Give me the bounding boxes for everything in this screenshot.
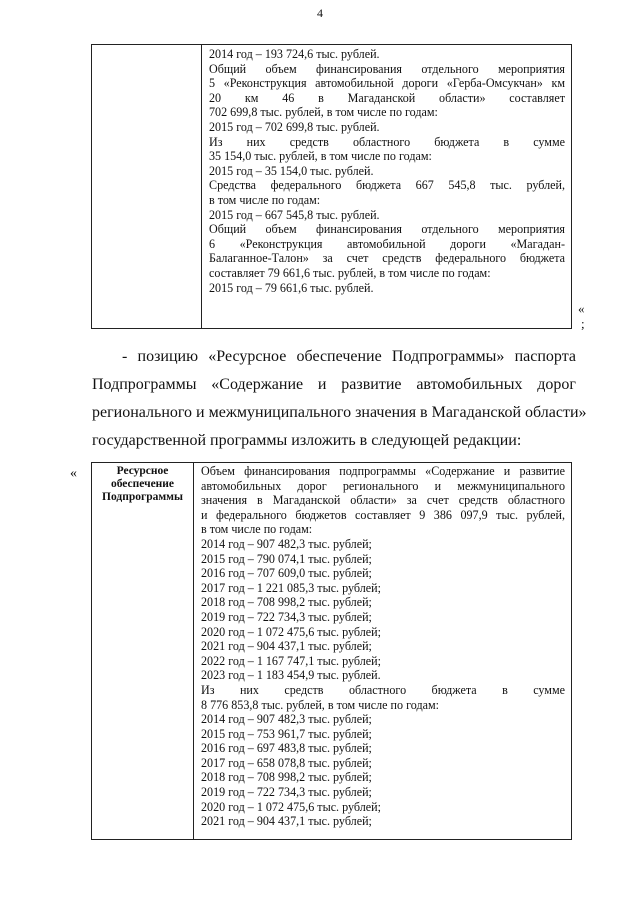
text-line: 2017 год – 1 221 085,3 тыс. рублей; xyxy=(201,580,381,595)
text-line: 2020 год – 1 072 475,6 тыс. рублей; xyxy=(201,799,381,814)
text-line: в том числе по годам: xyxy=(201,522,313,537)
text-line: 2022 год – 1 167 747,1 тыс. рублей; xyxy=(201,653,381,668)
resource-provision-table xyxy=(91,462,572,840)
text-line: 2015 год – 35 154,0 тыс. рублей. xyxy=(209,163,374,178)
paragraph-line: государственной программы изложить в следующей редакции: xyxy=(92,432,522,449)
funding-table-continued xyxy=(91,44,572,329)
resource-provision-details xyxy=(194,463,572,840)
opening-quote-mark: « xyxy=(70,466,77,481)
paragraph-line: регионального и межмуниципального значения в Магаданской области» xyxy=(92,404,587,421)
text-line: 2016 год – 697 483,8 тыс. рублей; xyxy=(201,741,372,756)
label-line: обеспечение xyxy=(110,478,175,490)
text-line: Общий объем финансирования отдельного мероприятия xyxy=(209,61,565,76)
table-row xyxy=(92,45,572,329)
text-line: Из них средств областного бюджета в сумме xyxy=(201,682,565,697)
paragraph-line: - позицию «Ресурсное обеспечение Подпрограммы» паспорта xyxy=(122,348,576,365)
text-line: 2015 год – 79 661,6 тыс. рублей. xyxy=(209,280,374,295)
text-line: 2019 год – 722 734,3 тыс. рублей; xyxy=(201,785,372,800)
text-line: 6 «Реконструкция автомобильной дороги «Магадан- xyxy=(209,236,565,251)
closing-semicolon: ; xyxy=(581,316,585,331)
resource-provision-label xyxy=(92,463,194,840)
text-line: в том числе по годам: xyxy=(209,192,321,207)
text-line: 5 «Реконструкция автомобильной дороги «Герба-Омсукчан» км xyxy=(209,76,565,91)
text-line: Из них средств областного бюджета в сумме xyxy=(209,134,565,149)
label-line: Подпрограммы xyxy=(102,491,183,503)
text-line: 2017 год – 658 078,8 тыс. рублей; xyxy=(201,755,372,770)
text-line: Объем финансирования подпрограммы «Содержание и развитие xyxy=(201,464,565,478)
text-line: 2014 год – 193 724,6 тыс. рублей. xyxy=(209,47,380,61)
empty-label-cell xyxy=(92,45,202,329)
text-line: и федерального бюджетов составляет 9 386 097,9 тыс. рублей, xyxy=(201,507,565,522)
text-line: 35 154,0 тыс. рублей, в том числе по годам: xyxy=(209,149,432,164)
text-line: автомобильных дорог регионального и межмуниципального xyxy=(201,478,565,493)
instruction-paragraph xyxy=(92,343,587,455)
page-number: 4 xyxy=(317,6,323,20)
closing-quote-mark: « xyxy=(578,301,585,316)
label-line: Ресурсное xyxy=(116,465,169,477)
text-line: 2015 год – 790 074,1 тыс. рублей; xyxy=(201,551,372,566)
text-line: 2021 год – 904 437,1 тыс. рублей; xyxy=(201,639,372,654)
text-line: 2021 год – 904 437,1 тыс. рублей; xyxy=(201,814,372,829)
text-line: 2019 год – 722 734,3 тыс. рублей; xyxy=(201,609,372,624)
text-line: значения в Магаданской области» за счет средств областного xyxy=(201,493,565,508)
text-line: 2015 год – 753 961,7 тыс. рублей; xyxy=(201,726,372,741)
text-line: 2020 год – 1 072 475,6 тыс. рублей; xyxy=(201,624,381,639)
text-line: 2018 год – 708 998,2 тыс. рублей; xyxy=(201,595,372,610)
text-line: 702 699,8 тыс. рублей, в том числе по годам: xyxy=(209,105,438,120)
text-line: составляет 79 661,6 тыс. рублей, в том числе по годам: xyxy=(209,265,491,280)
text-line: 2014 год – 907 482,3 тыс. рублей; xyxy=(201,536,372,551)
text-line: 8 776 853,8 тыс. рублей, в том числе по годам: xyxy=(201,697,439,712)
funding-details-cell xyxy=(202,45,572,329)
text-line: 2014 год – 907 482,3 тыс. рублей; xyxy=(201,712,372,727)
text-line: Средства федерального бюджета 667 545,8 тыс. рублей, xyxy=(209,178,565,193)
text-line: 2015 год – 702 699,8 тыс. рублей. xyxy=(209,119,380,134)
text-line: 2016 год – 707 609,0 тыс. рублей; xyxy=(201,566,372,581)
text-line: 2015 год – 667 545,8 тыс. рублей. xyxy=(209,207,380,222)
text-line: Балаганное-Талон» за счет средств федерального бюджета xyxy=(209,251,565,266)
table-row xyxy=(92,463,572,840)
paragraph-line: Подпрограммы «Содержание и развитие автомобильных дорог xyxy=(92,376,576,393)
text-line: 20 км 46 в Магаданской области» составляет xyxy=(209,90,565,105)
text-line: 2023 год – 1 183 454,9 тыс. рублей. xyxy=(201,668,381,683)
text-line: Общий объем финансирования отдельного мероприятия xyxy=(209,222,565,237)
text-line: 2018 год – 708 998,2 тыс. рублей; xyxy=(201,770,372,785)
